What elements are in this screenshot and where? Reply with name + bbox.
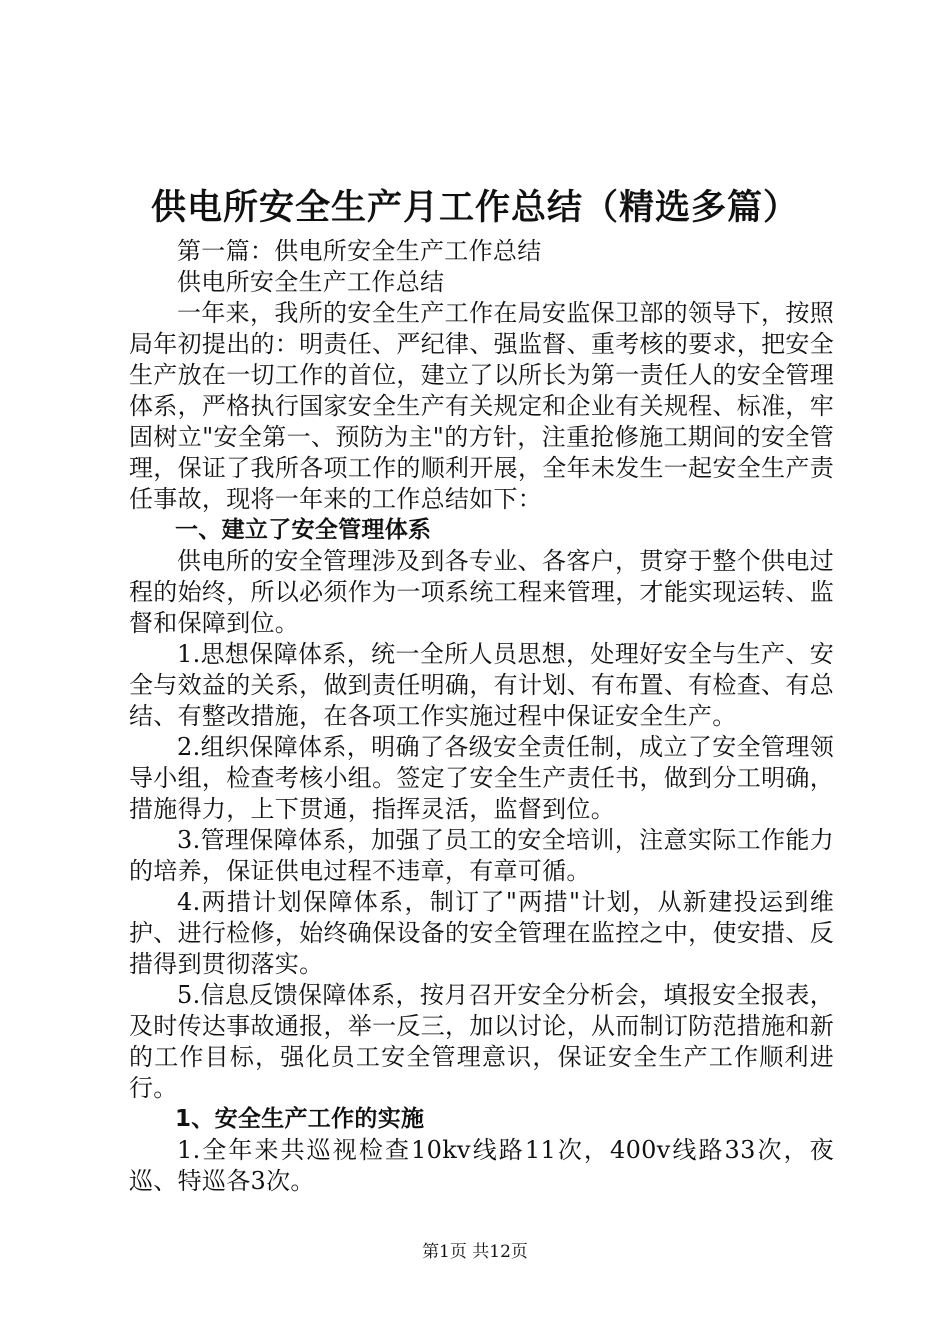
list-item-paragraph: 1.全年来共巡视检查10kv线路11次，400v线路33次，夜巡、特巡各3次。 (129, 1136, 834, 1195)
section-heading: 1、安全生产工作的实施 (175, 1106, 425, 1132)
section-label: 第一篇：供电所安全生产工作总结 (177, 237, 542, 265)
page-footer: 第1页 共12页 (422, 1242, 528, 1262)
list-item-paragraph: 2.组织保障体系，明确了各级安全责任制，成立了安全管理领导小组，检查考核小组。签定了安全生产责任书，做到分工明确，措施得力，上下贯通，指挥灵活，监督到位。 (129, 733, 834, 823)
intro-paragraph: 一年来，我所的安全生产工作在局安监保卫部的领导下，按照局年初提出的：明责任、严纪律、强监督、重考核的要求，把安全生产放在一切工作的首位，建立了以所长为第一责任人的安全管理体系，严格执行国家安全生产有关规定和企业有关规程、标准，牢固树立"安全第一、预防为主"的方针，注重抢修施工期间的安全管理，保证了我所各项工作的顺利开展，全年未发生一起安全生产责任事故，现将一年来的工作总结如下： (129, 299, 834, 513)
section-heading: 一、建立了安全管理体系 (175, 517, 432, 543)
document-body (129, 236, 834, 1197)
list-item-paragraph: 1.思想保障体系，统一全所人员思想，处理好安全与生产、安全与效益的关系，做到责任明确，有计划、有布置、有检查、有总结、有整改措施，在各项工作实施过程中保证安全生产。 (129, 640, 834, 730)
subtitle: 供电所安全生产工作总结 (177, 268, 445, 296)
list-item-paragraph: 3.管理保障体系，加强了员工的安全培训，注意实际工作能力的培养，保证供电过程不违章，有章可循。 (129, 826, 834, 885)
list-item-paragraph: 4.两措计划保障体系，制订了"两措"计划，从新建投运到维护、进行检修，始终确保设备的安全管理在监控之中，使安措、反措得到贯彻落实。 (129, 888, 834, 978)
document-title: 供电所安全生产月工作总结（精选多篇） (150, 188, 799, 228)
list-item-paragraph: 5.信息反馈保障体系，按月召开安全分析会，填报安全报表，及时传达事故通报，举一反三，加以讨论，从而制订防范措施和新的工作目标，强化员工安全管理意识，保证安全生产工作顺利进行。 (129, 981, 834, 1102)
paragraph: 供电所的安全管理涉及到各专业、各客户，贯穿于整个供电过程的始终，所以必须作为一项系统工程来管理，才能实现运转、监督和保障到位。 (129, 547, 834, 637)
